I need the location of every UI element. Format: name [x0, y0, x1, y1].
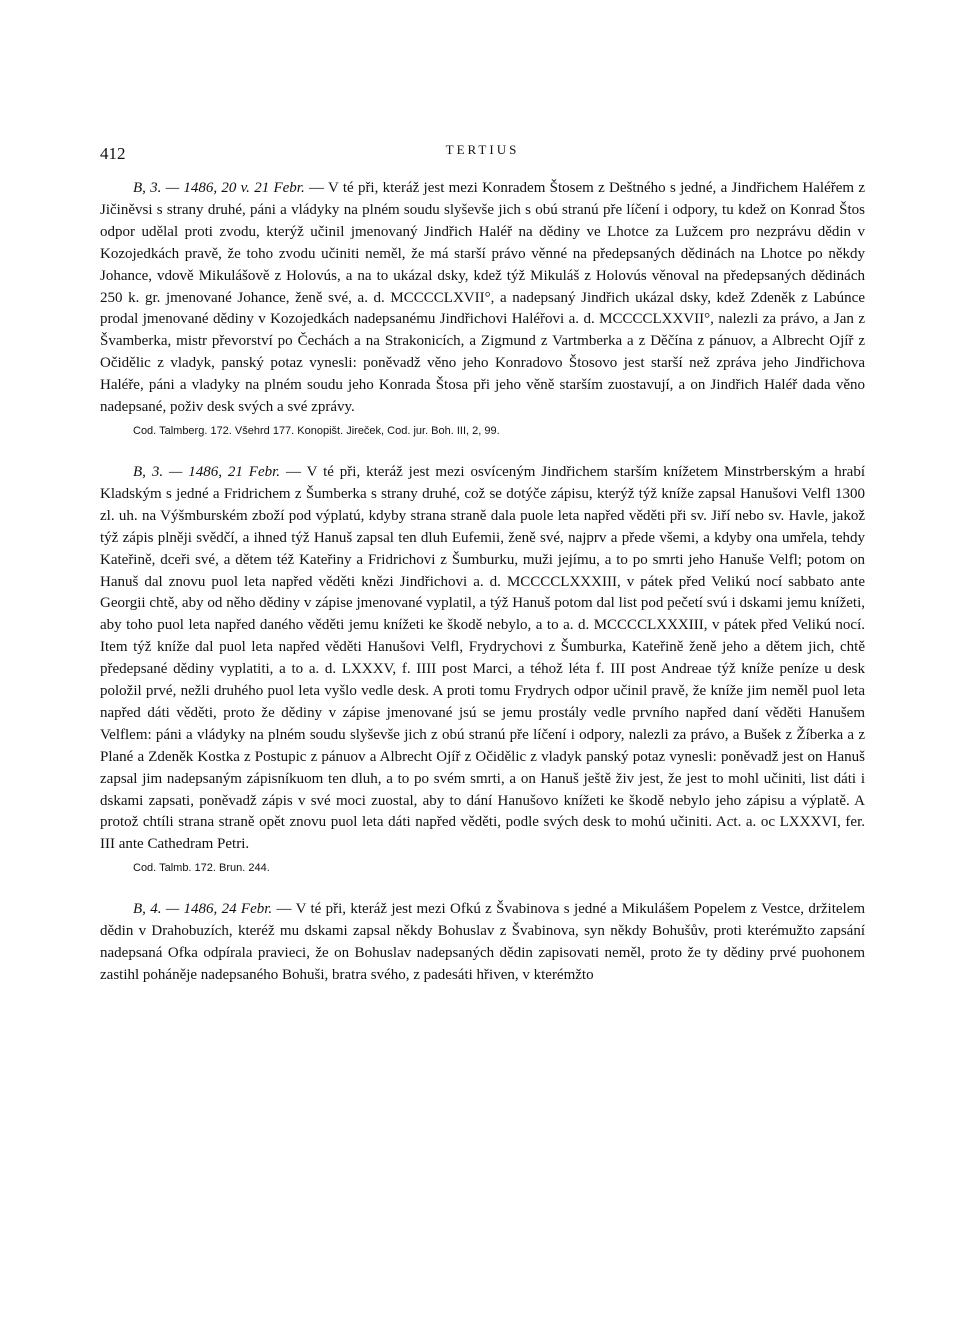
- entry-text: — V té při, kteráž jest mezi Konradem Štosem z Deštného s jedné, a Jindřichem Haléřem z Jičiněvsi s strany druhé, páni a vládyky na plném soudu slyševše jich s obú stranú pře líčení i odpory, tu kdež on Konrad Štos odpor udělal proti zvodu, kterýž učinil jmenovaný Jindřich Haléř na dědiny ve Lhotce za Lužcem pro nezprávu dědin v Kozojedkách pravě, že toho zvodu učiniti neměl, že má starší právo věnné na předepsaných dědinách na Lhotce po někdy Johance, vdově Mikulášově z Holovús, a na to ukázal dsky, kdež týž Mikuláš z Holovús věnoval na předepsaných dědinách 250 k. gr. jmenované Johance, ženě své, a. d. MCCCCLXVII°, a nadepsaný Jindřich ukázal dsky, kdež Zdeněk z Labúnce prodal jmenované dědiny v Kozojedkách nadepsanému Jindřichovi Haléřovi a. d. MCCCCLXXVII°, nalezli za právo, a Jan z Švamberka, mistr převorství po Čechách a na Strakonicích, a Zigmund z Vartmberka a z Děčína z pánuov, a Albrecht Ojíř z Očidělic z vladyk, panský potaz vynesli: poněvadž věno jeho Konradovo Štosovo jest starší než zpráva jeho Jindřichova Haléře, páni a vladyky na plném soudu jeho Konrada Štosa při jeho věně starším zuostavují, a on Jindřich Haléř dada věno nadepsané, poživ desk svých a své zprávy.: [100, 180, 865, 416]
- entry-heading: B, 3. — 1486, 21 Febr.: [133, 463, 281, 480]
- page-header: [100, 140, 865, 166]
- entry-heading: B, 3. — 1486, 20 v. 21 Febr.: [133, 180, 305, 196]
- entry-3: [100, 899, 865, 987]
- entry-source: Cod. Talmb. 172. Brun. 244.: [133, 862, 270, 875]
- entry-1: [100, 178, 865, 439]
- entry-text: — V té při, kteráž jest mezi Ofkú z Švabinova s jedné a Mikulášem Popelem z Vestce, držitelem dědin v Drahobuzích, kteréž mu dskami zapsal někdy Bohuslav z Švabinova, syn někdy Bohušův, proti kterémužto zapsání nadepsaná Ofka odpírala pravieci, že on Bohuslav nadepsaných dědin zapisovati neměl, proto že ty dědiny prvé puohonem zastihl poháněje nadepsaného Bohuši, bratra svého, z padesáti hřiven, v kterémžto: [100, 901, 866, 983]
- entry-paragraph: [100, 899, 865, 987]
- entry-text: — V té při, kteráž jest mezi osvíceným Jindřichem starším knížetem Minstrberským a hrabí Kladským s jedné a Fridrichem z Šumberka s strany druhé, což se dotýče zápisu, kterýž týž kníže zapsal Hanušovi Velfl 1300 zl. uh. na Výšmburském zboží pod výplatú, kdyby strana straně dala puole leta napřed věděti při sv. Jiří nebo sv. Havle, jakož týž zápis plněji svědčí, a ihned týž Hanuš zapsal ten dluh Eufemii, ženě své, najprv a přede všemi, a kdyby ona umřela, tehdy Kateřině, dceři své, a dětem též Kateřiny a Fridrichovi z Šumburku, muži jejímu, a to po smrti jeho Hanuše Velfl; potom on Hanuš dal znovu puol leta napřed věděti knězi Jindřichovi a. d. MCCCCLXXXIII, v pátek před Velikú nocí sabbato ante Georgii chtě, aby od něho dědiny v zápise jmenované vyplatil, a týž Hanuš potom dal list pod pečetí svú i dskami jemu knížeti, aby toho puol leta napřed daného věděti jemu knížeti ke škodě nebylo, a to a. d. MCCCCLXXXIII, v pátek před Velikú nocí. Item týž kníže dal puol leta napřed věděti Hanušovi Velfl, Frydrychovi z Šumburka, Kateřině ženě jeho a dětem jich, chtě předepsané dědiny vyplatiti, a to a. d. LXXXV, f. IIII post Marci, a téhož léta f. III post Andreae týž kníže peníze u desk položil prvé, nežli druhého puol leta vyšlo vedle desk. A proti tomu Frydrych odpor učinil pravě, že kníže jim neměl puol leta napřed dáti věděti, proto že dědiny v zápise jmenované jsú se jemu prostály vedle prvního napřed daní věděti Hanušem Velflem: páni a vládyky na plném soudu slyševše jich z obú stranú pře líčení i odpory, nalezli za právo, a Bušek z Žíberka a z Plané a Zdeněk Kostka z Postupic z pánuov a Albrecht Ojíř z Očidělic z vladyk panský potaz vynesli: poněvadž jest on Hanuš zapsal jim nadepsaným zápisníkuom ten dluh, a to po svém smrti, a on Hanuš ještě živ jest, že jest to mohl učiniti, list dáti i dskami zapsati, poněvadž zápis v své moci zuostal, aby to dání Hanušovo knížeti ke škodě nebylo jeho zápisu a výplatě. A protož chtíli strana straně opět znovu puol leta dáti napřed věděti, podle svých desk to mohú učiniti. Act. a. oc LXXXVI, fer. III ante Cathedram Petri.: [100, 463, 866, 853]
- entry-paragraph: [100, 178, 865, 419]
- running-title: TERTIUS: [445, 142, 520, 157]
- document-page: [100, 140, 865, 987]
- entry-paragraph: [100, 462, 865, 856]
- entry-source: Cod. Talmberg. 172. Všehrd 177. Konopišt. Jireček, Cod. jur. Boh. III, 2, 99.: [133, 424, 500, 437]
- page-number: 412: [100, 144, 126, 163]
- entry-2: [100, 462, 865, 876]
- entry-heading: B, 4. — 1486, 24 Febr.: [133, 901, 273, 918]
